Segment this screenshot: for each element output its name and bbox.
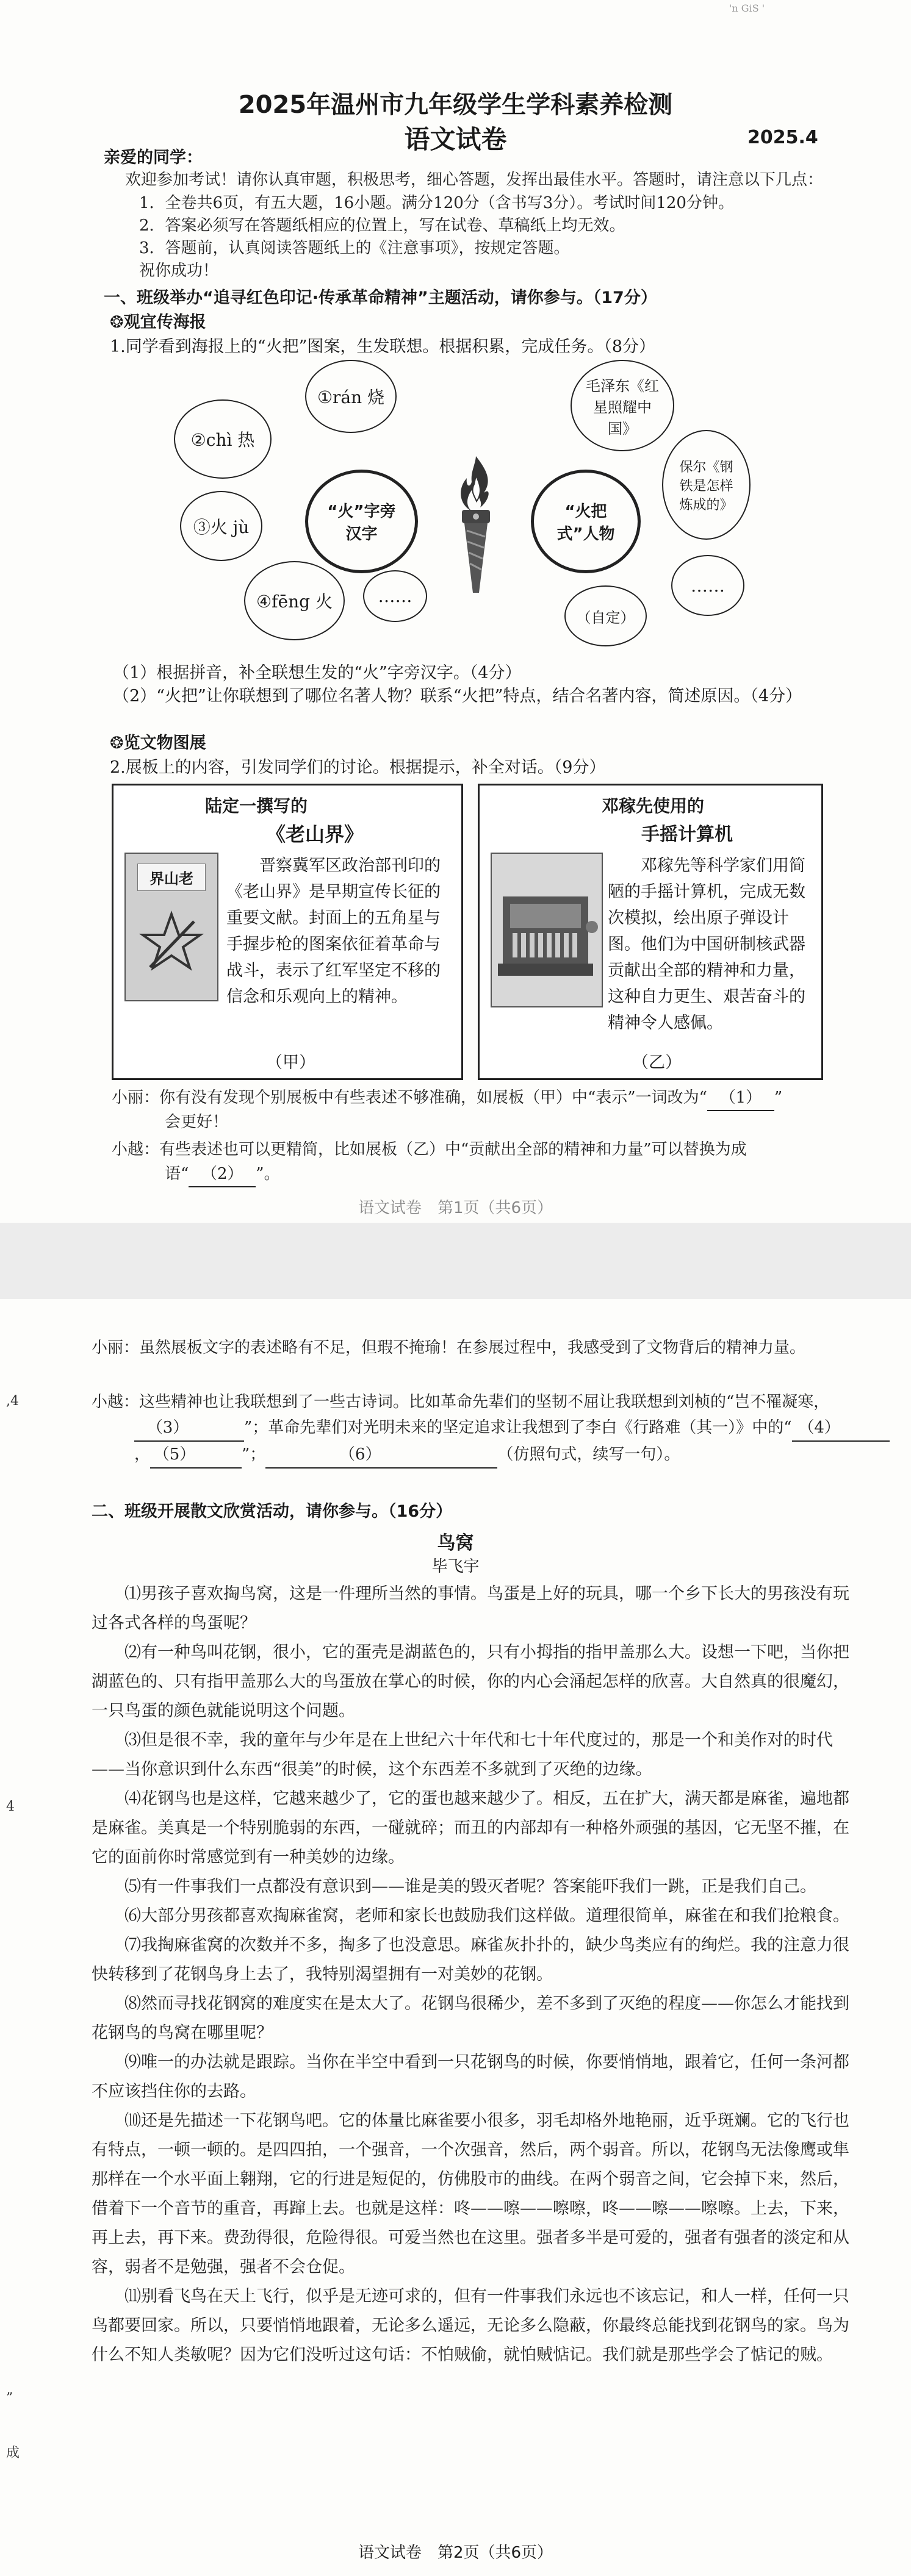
star-rifle-icon <box>138 909 205 976</box>
note-2: 2．答案必须写在答题纸相应的位置上，写在试卷、草稿纸上均无效。 <box>139 216 625 235</box>
quote-end: ” <box>774 1089 783 1107</box>
essay-paragraph-5: ⑸有一件事我们一点都没有意识到——谁是美的毁灭者呢？答案能吓我们一跳，正是我们自己。 <box>124 1877 816 1896</box>
greeting: 亲爱的同学： <box>104 148 203 167</box>
essay-body <box>92 1580 854 2370</box>
page-1-footer: 语文试卷 第1页（共6页） <box>358 1199 553 1217</box>
intro-line: 欢迎参加考试！请你认真审题，积极思考，细心答题，发挥出最佳水平。答题时，请注意以下几点： <box>125 171 824 189</box>
corner-mark: 'n GiS ' <box>729 2 765 14</box>
margin-mark-2: 4 <box>6 1799 15 1814</box>
answer-blank-3[interactable]: （3） <box>134 1415 244 1442</box>
dialogue-xiaoyue-1b <box>165 1162 280 1187</box>
exam-page-2 <box>0 1299 911 2576</box>
panel-b-subtitle: 手摇计算机 <box>641 824 733 845</box>
book-cover-image <box>124 853 218 1001</box>
hub-torch-person: “火把式”人物 <box>531 470 641 573</box>
exam-subtitle: 语文试卷 <box>404 124 507 154</box>
page-2-footer: 语文试卷 第2页（共6页） <box>358 2544 553 2562</box>
panel-a-book: 《老山界》 <box>266 823 364 846</box>
margin-mark-3: ” <box>6 2391 13 2406</box>
essay-title: 鸟窝 <box>437 1533 474 1554</box>
hand-calculator-icon <box>492 854 599 1004</box>
essay-paragraph-2: ⑵有一种鸟叫花钢，很小，它的蛋壳是湖蓝色的，只有小拇指的指甲盖那么大。设想一下吧，当你把湖蓝色的、只有指甲盖那么大的鸟蛋放在掌心的时候，你的内心会涌起怎样的欣喜。大自然真的很魔幻，一只鸟蛋的颜色就能说明这个问题。 <box>92 1643 849 1720</box>
essay-paragraph-1: ⑴男孩子喜欢掏鸟窝，这是一件理所当然的事情。鸟蛋是上好的玩具，哪一个乡下长大的男孩没有玩过各式各样的鸟蛋呢？ <box>92 1584 849 1633</box>
bubble-ju: ③火 jù <box>180 491 262 561</box>
essay-author: 毕飞宇 <box>431 1558 480 1576</box>
essay-paragraph-7: ⑺我掏麻雀窝的次数并不多，掏多了也没意思。麻雀灰扑扑的，缺少鸟类应有的绚烂。我的注意力很快转移到了花钢鸟身上去了，我特别渴望拥有一对美妙的花钢。 <box>92 1936 849 1984</box>
exam-title: 2025年温州市九年级学生学科素养检测 <box>238 91 673 119</box>
bubble-dots-right: …… <box>671 555 744 616</box>
exhibit-panel-b <box>478 784 823 1080</box>
margin-mark-1: ,4 <box>6 1394 19 1409</box>
torch-icon <box>448 451 503 598</box>
bubble-ran: ①rán 烧 <box>305 360 397 433</box>
exam-page-1 <box>0 0 911 1223</box>
bubble-dots-left: …… <box>363 570 427 622</box>
panel-b-text: 邓稼先等科学家们用简陋的手摇计算机，完成无数次模拟，绘出原子弹设计图。他们为中国研制核武器贡献出全部的精神和力量，这种自力更生、艰苦奋斗的精神令人感佩。 <box>608 856 805 1032</box>
dialogue-xiaoyue-2c: （仿照句式，续写一句）。 <box>497 1445 680 1464</box>
essay-paragraph-10: ⑽还是先描述一下花钢鸟吧。它的体量比麻雀要小很多，羽毛却格外地艳丽，近乎斑斓。它的飞行也有特点，一顿一顿的。是四四拍，一个强音，一个次强音，然后，两个弱音。所以，花钢鸟无法像鹰或隼那样在一个水平面上翱翔，它的行进是短促的，仿佛股市的曲线。在两个弱音之间，它会掉下来，然后，借着下一个音节的重音，再蹿上去。也就是这样：咚——嚓——嚓嚓，咚——嚓——嚓嚓。上去，下来，再上去，再下来。费劲得很，危险得很。可爱当然也在这里。强者多半是可爱的，强者有强者的淡定和从容，弱者不是勉强，强者不会仓促。 <box>92 2111 849 2277</box>
dialogue-xiaoyue-1: 小越：有些表述也可以更精简，比如展板（乙）中“贡献出全部的精神和力量”可以替换为成 <box>112 1140 747 1159</box>
quote-end: ”。 <box>256 1165 280 1183</box>
essay-paragraph-8: ⑻然而寻找花钢窝的难度实在是太大了。花钢鸟很稀少，差不多到了灭绝的程度——你怎么才能找到花钢鸟的鸟窝在哪里呢？ <box>92 1994 849 2042</box>
question-2: 2.展板上的内容，引发同学们的讨论。根据提示，补全对话。（9分） <box>110 758 606 777</box>
dialogue-xiaoli-1b: 会更好！ <box>165 1113 229 1131</box>
section2-heading: 二、班级开展散文欣赏活动，请你参与。（16分） <box>92 1502 453 1521</box>
answer-blank-5[interactable]: （5） <box>150 1442 242 1469</box>
panel-a-label: （甲） <box>266 1053 315 1072</box>
exhibit-heading: ❂览文物图展 <box>110 734 206 753</box>
exhibit-panel-a <box>112 784 463 1080</box>
bubble-chi: ②chì 热 <box>174 399 272 479</box>
dialogue-xiaoyue-2: 小越：这些精神也让我联想到了一些古诗词。比如革命先辈们的坚韧不屈让我联想到刘桢的“岂不罹凝寒，（3） ”；革命先辈们对光明未来的坚定追求让我想到了李白《行路难（其一）》中的“ （4）， （5） ”； （6） （仿照句式，续写一句）。 <box>92 1389 897 1469</box>
poster-heading: ❂观宜传海报 <box>110 313 206 332</box>
essay-paragraph-11: ⑾别看飞鸟在天上飞行，似乎是无迹可求的，但有一件事我们永远也不该忘记，和人一样，任何一只鸟都要回家。所以，只要悄悄地跟着，无论多么遥远，无论多么隐蔽，你最终总能找到花钢鸟的家。鸟为什么不知人类敏呢？因为它们没听过这句话：不怕贼偷，就怕贼惦记。我们就是那些学会了惦记的贼。 <box>92 2287 849 2364</box>
essay-paragraph-6: ⑹大部分男孩都喜欢掏麻雀窝，老师和家长也鼓励我们这样做。道理很简单，麻雀在和我们抢粮食。 <box>124 1906 849 1925</box>
answer-blank-4[interactable]: （4） <box>792 1415 890 1442</box>
dialogue-xiaoli-2: 小丽：虽然展板文字的表述略有不足，但瑕不掩瑜！在参展过程中，我感受到了文物背后的精神力量。 <box>92 1339 806 1357</box>
section1-heading: 一、班级举办“追寻红色印记·传承革命精神”主题活动，请你参与。（17分） <box>104 288 657 307</box>
question-1-sub2: （2）“火把”让你联想到了哪位名著人物？联系“火把”特点，结合名著内容，简述原因。（4分） <box>113 687 802 706</box>
panel-a-text: 晋察冀军区政治部刊印的《老山界》是早期宣传长征的重要文献。封面上的五角星与手握步枪的图案依征着革命与战斗，表示了红军坚定不移的信念和乐观向上的精神。 <box>226 856 441 1006</box>
answer-blank-2[interactable]: （2） <box>189 1162 256 1187</box>
exam-date: 2025.4 <box>747 127 818 148</box>
note-3: 3．答题前，认真阅读答题纸上的《注意事项》，按规定答题。 <box>139 239 570 257</box>
quote-start: 语“ <box>165 1165 189 1183</box>
panel-b-label: （乙） <box>632 1053 682 1072</box>
essay-paragraph-4: ⑷花钢鸟也是这样，它越来越少了，它的蛋也越来越少了。相反，五在扩大，满天都是麻雀，遍地都是麻雀。美真是一个特别脆弱的东西，一碰就碎；而丑的内部却有一种格外顽强的基因，它无坚不摧，在它的面前你时常感觉到有一种美妙的边缘。 <box>92 1789 849 1867</box>
bubble-custom: （自定） <box>564 585 647 646</box>
bubble-feng: ④fēng 火 <box>244 561 345 640</box>
answer-blank-6[interactable]: （6） <box>265 1442 497 1469</box>
margin-mark-4: 成 <box>6 2445 20 2461</box>
bubble-mao: 毛泽东《红星照耀中国》 <box>571 360 674 451</box>
dialogue-xiaoyue-2a: 小越：这些精神也让我联想到了一些古诗词。比如革命先辈们的坚韧不屈让我联想到刘桢的“岂不罹凝寒， <box>92 1393 830 1411</box>
answer-blank-1[interactable]: （1） <box>707 1086 774 1111</box>
dialogue-xiaoli-1-text: 小丽：你有没有发现个别展板中有些表述不够准确，如展板（甲）中“表示”一词改为“ <box>112 1089 707 1107</box>
dialogue-xiaoli-1 <box>112 1086 868 1111</box>
question-1-sub1: （1）根据拼音，补全联想生发的“火”字旁汉字。（4分） <box>113 664 522 682</box>
calculator-image <box>491 853 603 1007</box>
hub-fire-radical: “火”字旁汉字 <box>305 470 418 573</box>
note-1: 1．全卷共6页，有五大题，16小题。满分120分（含书写3分）。考试时间120分钟。 <box>139 194 734 212</box>
question-1: 1.同学看到海报上的“火把”图案，生发联想。根据积累，完成任务。（8分） <box>110 337 656 356</box>
book-cover-title: 界山老 <box>137 864 206 891</box>
panel-b-title: 邓稼先使用的 <box>602 796 705 816</box>
wish: 祝你成功！ <box>139 262 219 280</box>
panel-a-title: 陆定一撰写的 <box>205 796 308 816</box>
dialogue-xiaoyue-2b: ”；革命先辈们对光明未来的坚定追求让我想到了李白《行路难（其一）》中的“ <box>244 1419 792 1437</box>
essay-paragraph-3: ⑶但是很不幸，我的童年与少年是在上世纪六十年代和七十年代度过的，那是一个和美作对的时代——当你意识到什么东西“很美”的时候，这个东西差不多就到了灭绝的边缘。 <box>92 1731 833 1779</box>
bubble-bauer: 保尔《钢铁是怎样炼成的》 <box>662 430 751 540</box>
essay-paragraph-9: ⑼唯一的办法就是跟踪。当你在半空中看到一只花钢鸟的时候，你要悄悄地，跟着它，任何一条河都不应该挡住你的去路。 <box>92 2053 849 2101</box>
